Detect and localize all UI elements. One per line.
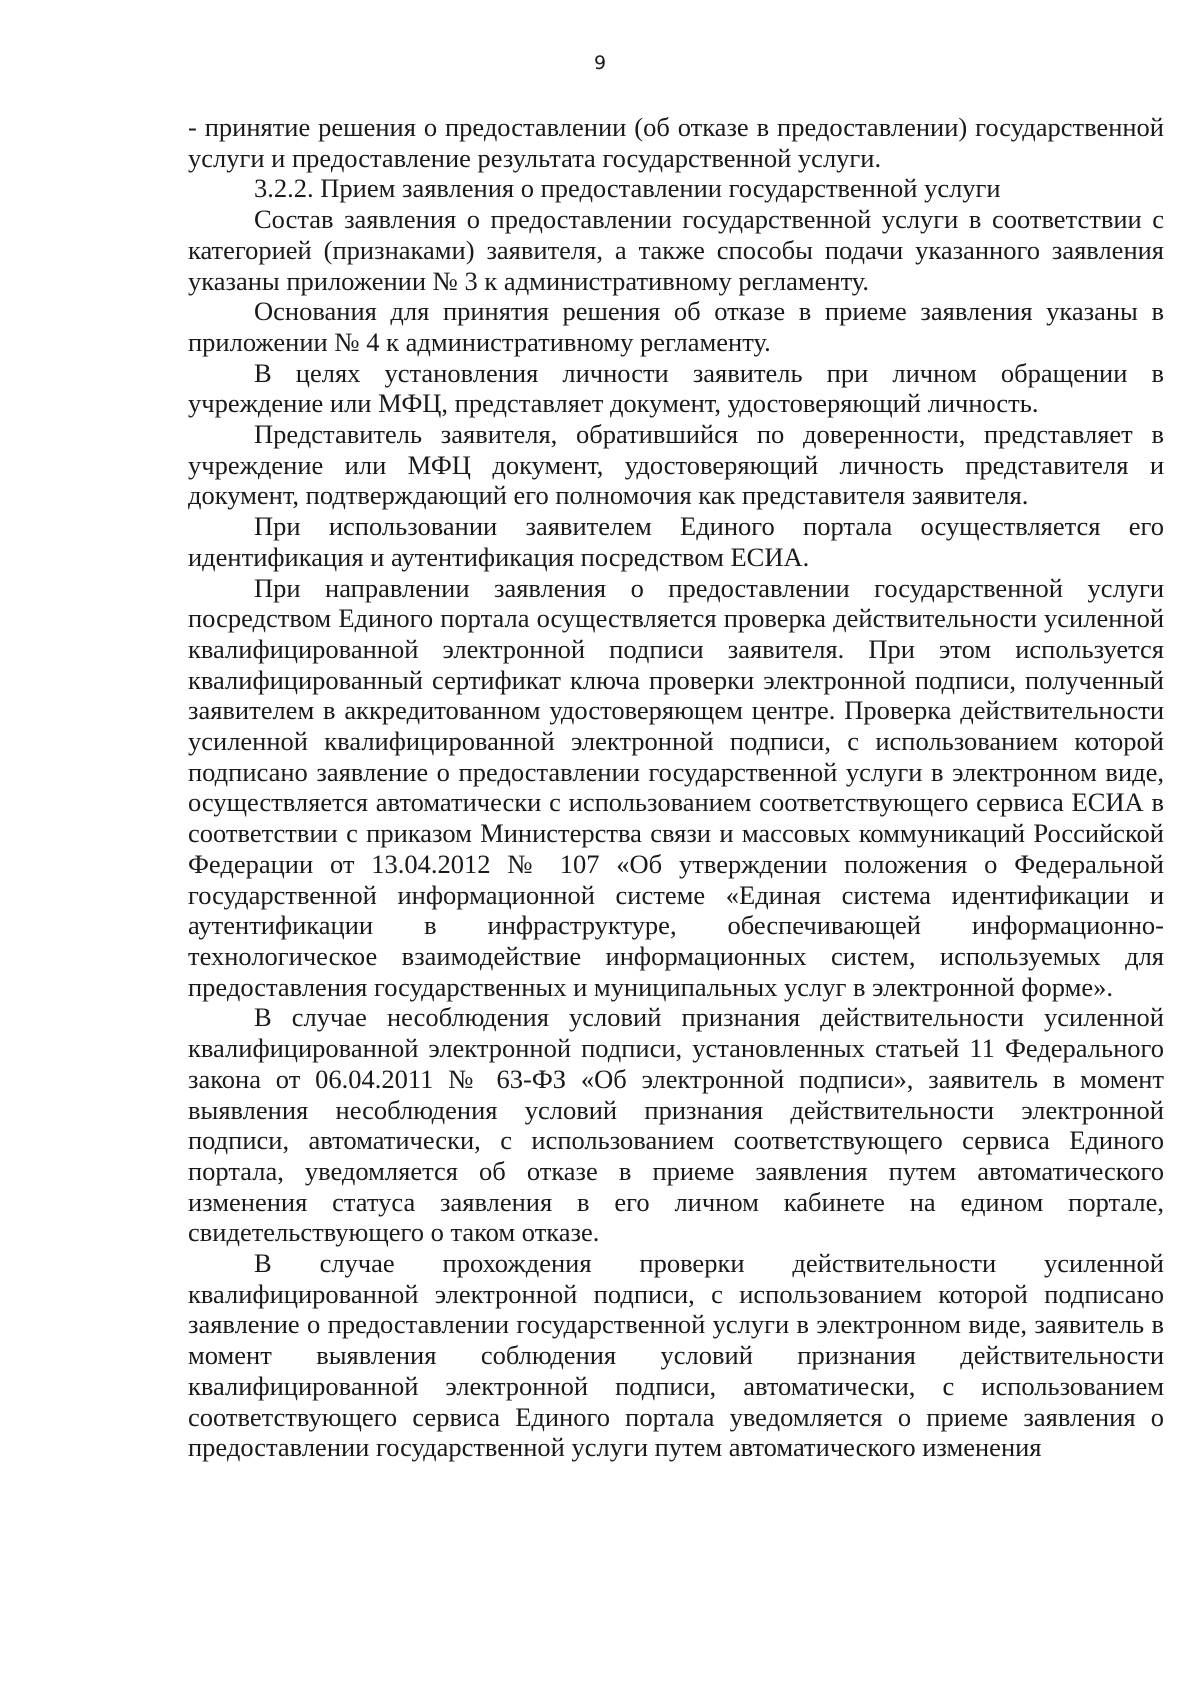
paragraph-decision-item: - принятие решения о предоставлении (об отказе в предоставлении) государственной услуги и предоставление результата государственной услуги.	[188, 112, 1164, 173]
paragraph-application-composition: Состав заявления о предоставлении государственной услуги в соответствии с категорией (признаками) заявителя, а также способы подачи указанного заявления указаны приложении № 3 к административному регламенту.	[188, 204, 1164, 296]
section-heading-3-2-2: 3.2.2. Прием заявления о предоставлении государственной услуги	[254, 173, 1001, 204]
paragraph-signature-failure: В случае несоблюдения условий признания действительности усиленной квалифицированной электронной подписи, установленных статьей 11 Федерального закона от 06.04.2011 № 63-ФЗ «Об электронной подписи», заявитель в момент выявления несоблюдения условий признания действительности электронной подписи, автоматически, с использованием соответствующего сервиса Единого портала, уведомляется об отказе в приеме заявления путем автоматического изменения статуса заявления в его личном кабинете на едином портале, свидетельствующего о таком отказе.	[188, 1002, 1164, 1248]
paragraph-signature-check: При направлении заявления о предоставлении государственной услуги посредством Единого портала осуществляется проверка действительности усиленной квалифицированной электронной подписи заявителя. При этом используется квалифицированный сертификат ключа проверки электронной подписи, полученный заявителем в аккредитованном удостоверяющем центре. Проверка действительности усиленной квалифицированной электронной подписи, с использованием которой подписано заявление о предоставлении государственной услуги в электронном виде, осуществляется автоматически с использованием соответствующего сервиса ЕСИА в соответствии с приказом Министерства связи и массовых коммуникаций Российской Федерации от 13.04.2012 № 107 «Об утверждении положения о Федеральной государственной информационной системе «Единая система идентификации и аутентификации в инфраструктуре, обеспечивающей информационно-технологическое взаимодействие информационных систем, используемых для предоставления государственных и муниципальных услуг в электронной форме».	[188, 572, 1164, 1002]
document-body	[188, 112, 1164, 1463]
paragraph-signature-success: В случае прохождения проверки действительности усиленной квалифицированной электронной подписи, с использованием которой подписано заявление о предоставлении государственной услуги в электронном виде, заявитель в момент выявления соблюдения условий признания действительности квалифицированной электронной подписи, автоматически, с использованием соответствующего сервиса Единого портала уведомляется о приеме заявления о предоставлении государственной услуги путем автоматического изменения	[188, 1248, 1164, 1463]
paragraph-identity-verification: В целях установления личности заявитель при личном обращении в учреждение или МФЦ, представляет документ, удостоверяющий личность.	[188, 357, 1164, 419]
paragraph-refusal-grounds: Основания для принятия решения об отказе в приеме заявления указаны в приложении № 4 к административному регламенту.	[188, 296, 1164, 357]
page-number: 9	[593, 52, 607, 74]
paragraph-esia-identification: При использовании заявителем Единого портала осуществляется его идентификация и аутентификация посредством ЕСИА.	[188, 511, 1164, 572]
paragraph-representative: Представитель заявителя, обратившийся по доверенности, представляет в учреждение или МФЦ документ, удостоверяющий личность представителя и документ, подтверждающий его полномочия как представителя заявителя.	[188, 419, 1164, 511]
